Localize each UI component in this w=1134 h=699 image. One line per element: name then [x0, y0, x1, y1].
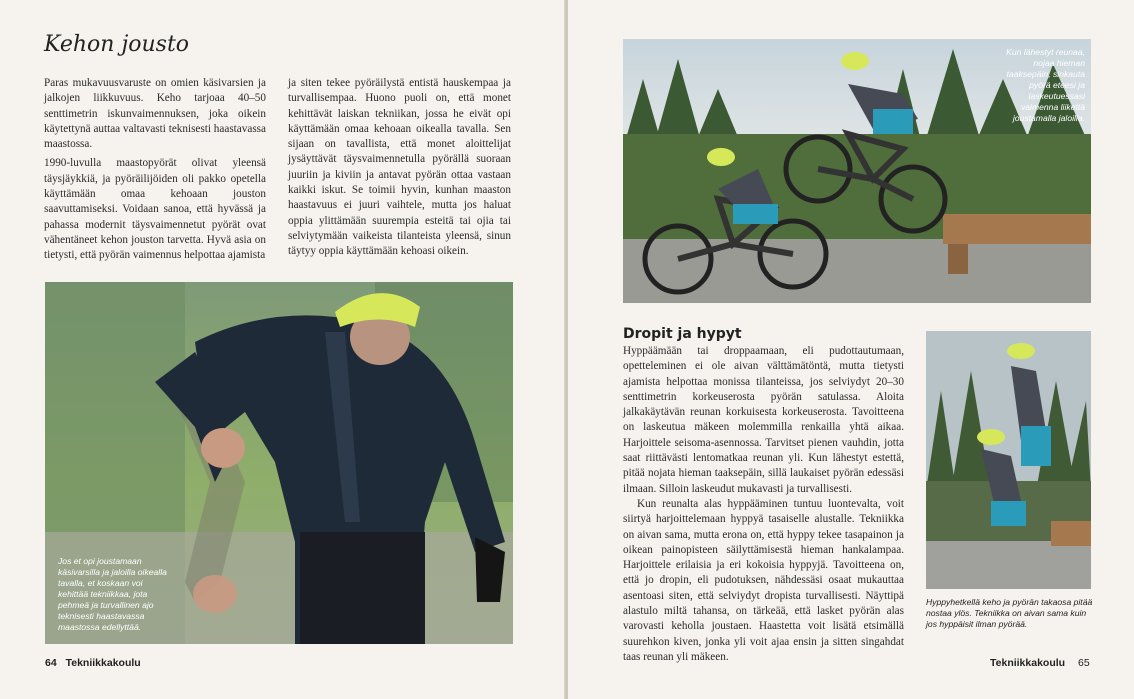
paragraph: Paras mukavuusvaruste on omien käsivarsien ja jalkojen liikkuvuus. Keho tarjoaa 40–50 senttimetrin iskunvaimennuksen, joka oikein käytettynä auttaa valtavasti teknisesti haastavassa maastossa.: [44, 77, 266, 151]
page-number: 65: [1078, 657, 1090, 669]
right-body-text: [623, 344, 904, 665]
page-footer-right: [990, 657, 1098, 669]
left-column-2: [288, 76, 511, 260]
section-heading: Kehon jousto: [44, 32, 190, 57]
paragraph: Kun reunalta alas hyppääminen tuntuu luontevalta, voit siirtyä harjoittelemaan hyppyä tasaiselle alustalle. Tekniikka on aivan sama, mutta erona on, että hyppy tekee tasapainon ja oikean painopisteen säilyttämisestä hieman hankalampaa. Harjoittele erilaisia ja eri kokoisia hyppyjä. Tavoitteena on, että jo dropin, eli pudotuksen, nähdessäsi osaat mukauttaa asentoasi siten, että selviydyt dropista turvallisesti. Näyttipä alastulo miltä tahansa, on tärkeää, että lasket pyörän alas varovasti keholla joustaen. Haastetta voit lisätä etsimällä suurehkon kiven, jonka yli voit ajaa ensin ja sitten singahdat taas reunan yli mäkeen.: [623, 497, 904, 663]
running-title: Tekniikkakoulu: [65, 657, 141, 669]
side-photo-caption: Hyppyhetkellä keho ja pyörän takaosa pitää nostaa ylös. Tekniikka on aivan sama kuin jos hyppäisit ilman pyörää.: [926, 597, 1093, 629]
page-footer-left: [45, 657, 149, 669]
photo-caption: Jos et opi joustamaan käsivarsilla ja jaloilla oikealla tavalla, et koskaan voi kehittää tekniikkaa, jota pehmeä ja turvallinen ajo teknisesti haastavassa maastossa edellyttää.: [58, 556, 167, 632]
paragraph: 1990-luvulla maastopyörät olivat yleensä täysjäykkiä, ja pyöräilijöiden oli pakko opetella käyttämään omaa kehoaan jouston saavuttamiseksi. Voidaan sanoa, että hyvässä ja pahassa modernit täysvaimennetut pyörät ovat vähentäneet kehon jouston tarvetta. Hyvä asia on tietysti, että pyörän vaimennus helpottaa ajamista: [44, 157, 266, 262]
page-number: 64: [45, 657, 57, 669]
side-jump-photo: [926, 331, 1091, 589]
paragraph: ja siten tekee pyöräilystä entistä hauskempaa ja turvallisempaa. Huono puoli on, että monet kehittävät laiskan tekniikan, jossa he eivät opi käyttämään omaa kehoaan oikealla tavalla. Sen sijaan on tavallista, että monet aloittelijat jysäyttävät täysvaimennetulla pyörällä suoraan juuriin ja kiviin ja antavat pyörän ottaa vastaan kaikki iskut. Se toimii hyvin, kunhan maaston haastavuus ei juuri vaihtele, mutta jos haluat oppia ylittämään suurempia esteitä tai ojia tai selviytymään vaikeista tilanteista yleensä, sinun täytyy oppia käyttämään kehoasi oikein.: [288, 77, 511, 258]
paragraph: Hyppäämään tai droppaamaan, eli pudottautumaan, opetteleminen ei ole aivan välttämätöntä, mutta tietysti ajamista helpottaa monissa tilanteissa, jos selviydyt 20–30 senttimetrin korkeuserosta pyörän satulassa. Aloita jalkakäytävän reunan korkuisesta korkeuserosta. Tavoitteena on laskeutua mäkeen molemmilla renkailla yhtä aikaa. Harjoittele seisoma-asennossa. Tarvitset pienen vauhdin, jotta saat riittävästi lentomatkaa reunan yli. Kun lähestyt estettä, pitää nojata hieman taaksepäin, sillä laukaiset pyörän edessäsi ilmaan. Silloin laskeudut mukavasti ja turvallisesti.: [623, 345, 904, 495]
subheading: Dropit ja hypyt: [623, 326, 742, 342]
running-title: Tekniikkakoulu: [990, 657, 1066, 669]
left-column-1: [44, 76, 266, 264]
jump-photo-caption: Kun lähestyt reunaa, nojaa hieman taaksepäin, sinkauta pyörä eteesi ja laskeutuessasi vaimenna liikettä joustamalla jaloilla.: [1006, 47, 1085, 123]
left-page: [0, 0, 566, 699]
right-page: [568, 0, 1134, 699]
